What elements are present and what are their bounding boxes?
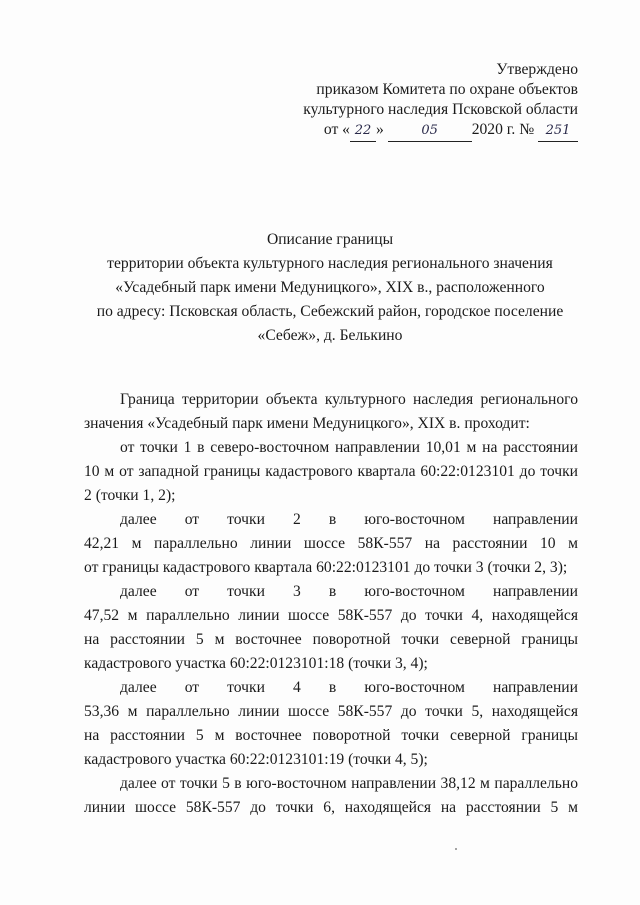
text-line: значения «Усадебный парк имени Медуницкого», XIX в. проходит: [84,415,530,432]
handwritten-day: 22 [350,121,376,142]
title-line-1: Описание границы [266,231,394,248]
approval-order-line: приказом Комитета по охране объектов [316,81,578,98]
text-line: далее от точки 5 в юго-восточном направлении 38,12 м параллельно [120,775,578,792]
paragraph-intro [84,388,578,436]
text-line: 47,52 м параллельно линии шоссе 58К-557 до точки 4, находящейся [84,607,578,624]
paragraph-point-1 [84,436,578,508]
title-line-5: «Себеж», д. Белькино [257,327,403,344]
title-line-3: «Усадебный парк имени Медуницкого», XIX в., расположенного [115,279,545,296]
text-line: далее от точки 2 в юго-восточном направлении [120,511,578,528]
scan-speck [455,848,457,850]
text-line: 10 м от западной границы кадастрового квартала 60:22:0123101 до точки [84,463,578,480]
document-title [60,228,600,348]
text-line: от точки 1 в северо-восточном направлении 10,01 м на расстоянии [120,439,578,456]
text-line: 42,21 м параллельно линии шоссе 58К-557 на расстоянии 10 м [84,535,578,552]
approval-org-line: культурного наследия Псковской области [303,101,578,118]
text-line: 2 (точки 1, 2); [84,487,176,504]
document-body [84,388,578,820]
text-line: Граница территории объекта культурного наследия регионального [120,391,578,408]
paragraph-point-4 [84,676,578,772]
text-line: на расстоянии 5 м восточнее поворотной точки северной границы [84,631,578,648]
text-line: от границы кадастрового квартала 60:22:0123101 до точки 3 (точки 2, 3); [84,559,568,576]
approval-date-line [303,120,578,142]
title-line-2: территории объекта культурного наследия регионального значения [107,255,553,272]
approval-title: Утверждено [496,61,578,78]
date-year: 2020 г. № [471,121,535,138]
title-line-4: по адресу: Псковская область, Себежский район, городское поселение [96,303,564,320]
text-line: далее от точки 3 в юго-восточном направлении [120,583,578,600]
paragraph-point-2 [84,508,578,580]
date-quote-close: » [375,121,384,138]
text-line: далее от точки 4 в юго-восточном направлении [120,679,578,696]
handwritten-number: 251 [538,121,578,142]
text-line: 53,36 м параллельно линии шоссе 58К-557 до точки 5, находящейся [84,703,578,720]
date-prefix: от « [323,121,350,138]
paragraph-point-5 [84,772,578,820]
text-line: кадастрового участка 60:22:0123101:19 (точки 4, 5); [84,751,428,768]
text-line: кадастрового участка 60:22:0123101:18 (точки 3, 4); [84,655,428,672]
paragraph-point-3 [84,580,578,676]
handwritten-month: 05 [388,121,472,142]
approval-stamp [303,60,578,142]
text-line: на расстоянии 5 м восточнее поворотной точки северной границы [84,727,578,744]
text-line: линии шоссе 58К-557 до точки 6, находящейся на расстоянии 5 м [84,799,578,816]
